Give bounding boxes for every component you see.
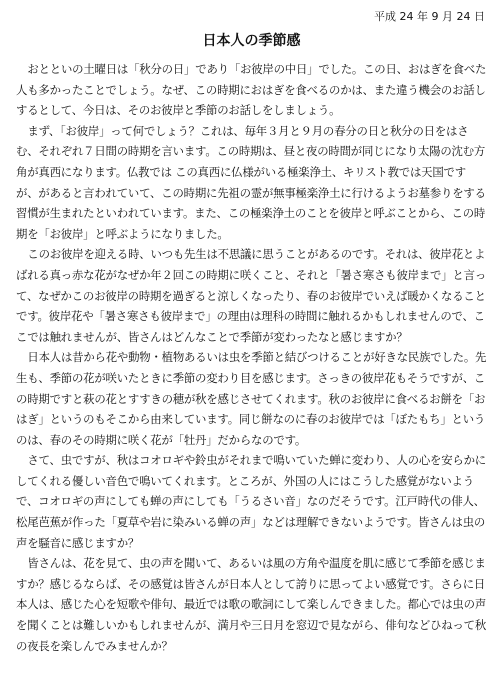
document-title: 日本人の季節感 (202, 33, 301, 49)
paragraph-2: まず、「お彼岸」って何でしょう？これは、毎年３月と９月の春分の日と秋分の日をはさむ、それぞれ７日間の時期を言います。この時期は、昼と夜の時間が同じになり太陽の沈む方角が真西になります。仏教では この真西に仏様がいる極楽浄土、キリスト教では天国ですが、があると言われていて、この時期に先祖の霊が無事極楽浄土に行けるようお墓参りをする習慣が生まれたといわれています。また、この極楽浄土のことを彼岸と呼ぶことから、この時期を「お彼岸」と呼ぶようになりました。 (16, 123, 486, 241)
document-body (16, 59, 487, 656)
paragraph-1: おとといの土曜日は「秋分の日」であり「お彼岸の中日」でした。この日、おはぎを食べた人も多かったことでしょう。なぜ、この時期におはぎを食べるのかは、また違う機会のお話しするとして、今日は、そのお彼岸と季節のお話しをしましょう。 (16, 62, 487, 118)
paragraph-4: 日本人は昔から花や動物・植物あるいは虫を季節と結びつけることが好きな民族でした。先生も、季節の花が咲いたときに季節の変わり目を感じます。さっきの彼岸花もそうですが、この時期ですと萩の花とすすきの穂が秋を感じさせてくれます。秋のお彼岸に食べるお餅を「おはぎ」というのもそこから由来しています。同じ餅なのに春のお彼岸では「ぼたもち」というのは、春のその時期に咲く花が「牡丹」だからなのです。 (16, 350, 487, 447)
document-date: 平成 24 年 9 月 24 日 (374, 10, 485, 23)
paragraph-5: さて、虫ですが、秋はコオロギや鈴虫がそれまで鳴いていた蝉に変わり、人の心を安らかにしてくれる優しい音色で鳴いてくれます。ところが、外国の人にはこうした感覚がないようで、コオロギの声にしても蝉の声にしても「うるさい音」なのだそうです。江戸時代の俳人、松尾芭蕉が作った「夏草や岩に染みいる蝉の声」などは理解できないようです。皆さんは虫の声を騒音に感じますか？ (16, 453, 486, 550)
paragraph-6: 皆さんは、花を見て、虫の声を聞いて、あるいは風の方角や温度を肌に感じて季節を感じますか？感じるならば、その感覚は皆さんが日本人として誇りに思ってよい感覚です。さらに日本人は、感じた心を短歌や俳句、最近では歌の歌詞にして楽しんできました。都心では虫の声を聞くことは難しいかもしれませんが、満月や三日月を窓辺で見ながら、俳句などひねって秋の夜長を楽しんでみませんか？ (16, 556, 487, 653)
paragraph-3: このお彼岸を迎える時、いつも先生は不思議に思うことがあるのです。それは、彼岸花とよばれる真っ赤な花がなぜか年２回この時期に咲くこと、それと「暑さ寒さも彼岸まで」と言って、なぜかこのお彼岸の時期を過ぎると涼しくなったり、春のお彼岸でいえば暖かくなることです。彼岸花や「暑さ寒さも彼岸まで」の理由は理科の時間に触れるかもしれませんので、ここでは触れませんが、皆さんはどんなことで季節が変わったなと感じますか？ (16, 247, 487, 344)
